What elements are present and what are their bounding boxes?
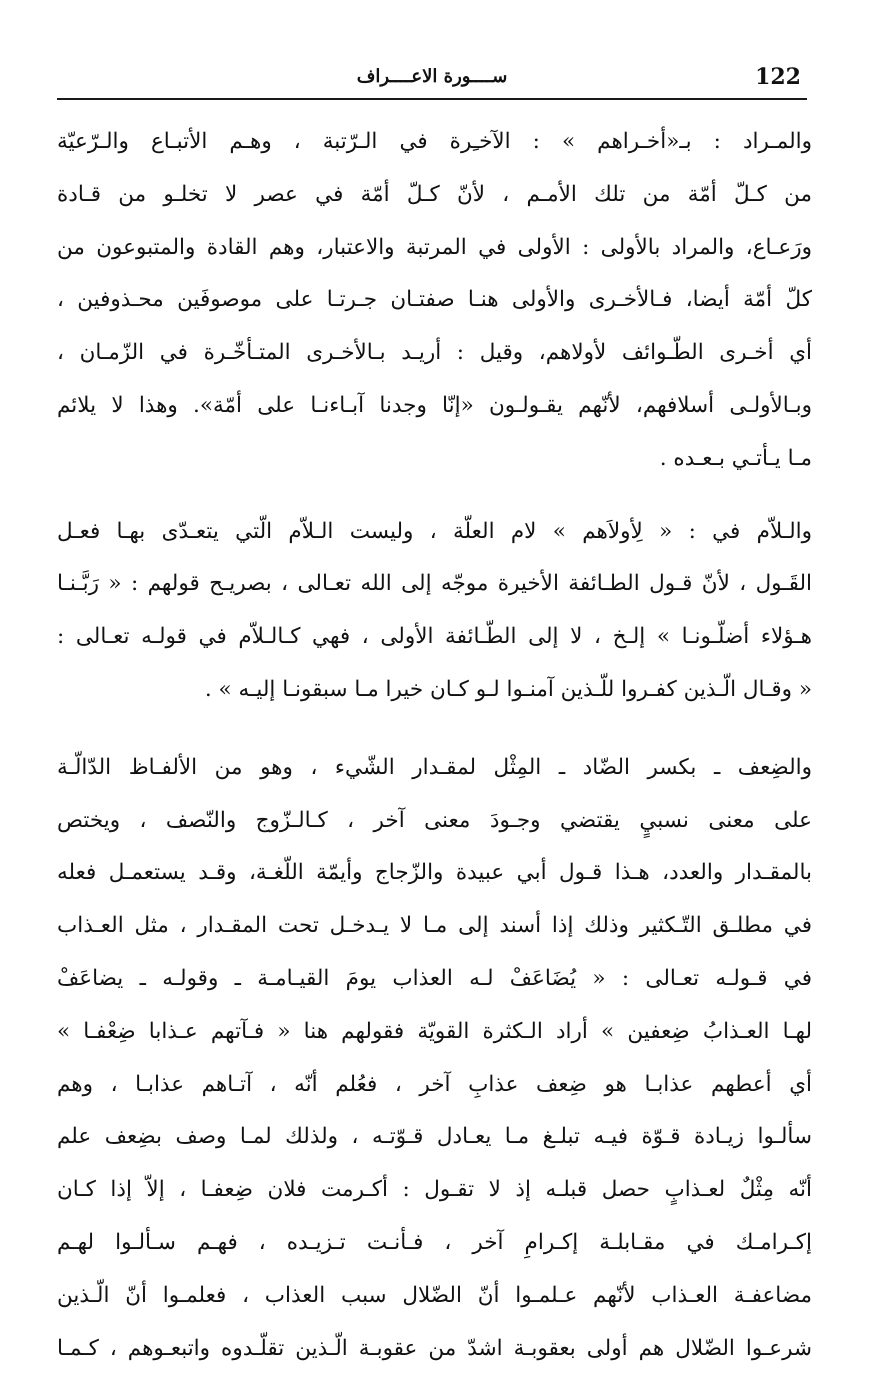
paragraph-gap: [57, 717, 812, 742]
text-line: من كـلّ أمّة من تلك الأمـم ، لأنّ كـلّ أمّة في عصر لا تخلـو من قـادة: [57, 181, 812, 207]
page-header: [57, 60, 807, 100]
page-number: 122: [755, 64, 801, 90]
text-line: القَـول ، لأنّ قـول الطـائفة الأخيرة موجّه إلى الله تعـالى ، بصريـح قولهم : « رَبَّـنـا: [57, 571, 812, 597]
text-line: سألـوا زيـادة قـوّة فيـه تبلـغ مـا يعـادل قـوّتـه ، ولذلك لمـا وصف بضِعف علم: [57, 1124, 812, 1150]
text-line: والـلاّم في : « لِأولاَهم » لام العلّة ، وليست الـلاّم الّتي يتعـدّى بهـا فعـل: [57, 518, 812, 544]
text-line: ورَعـاع، والمراد بالأولى : الأولى في المرتبة والاعتبار، وهم القادة والمتبوعون من: [57, 234, 812, 260]
text-line: كلّ أمّة أيضا، فـالأخـرى والأولى هنـا صفتـان جـرتـا على موصوفَين محـذوفين ،: [57, 287, 812, 313]
text-line: « وقـال الّـذين كفـروا للّـذين آمنـوا لـو كـان خيرا مـا سبقونـا إليـه » .: [204, 676, 812, 702]
text-line: أي أعطهم عذابـا هو ضِعف عذابِ آخر ، فعُلم أنّه ، آتـاهم عذابـا ، وهم: [57, 1071, 812, 1097]
body-text: [57, 116, 812, 1375]
paragraph-3: [57, 742, 812, 1375]
paragraph-gap: [57, 486, 812, 506]
text-line: بالمقـدار والعدد، هـذا قـول أبي عبيدة والزّجاج وأيمّة اللّغـة، وقـد يستعمـل فعله: [57, 860, 812, 886]
text-line: هـؤلاء أضلّـونـا » إلـخ ، لا إلى الطّـائفة الأولى ، فهي كـالـلاّم في قولـه تعـالى :: [57, 624, 812, 650]
text-line: وبـالأولـى أسلافهم، لأنّهم يقـولـون «إنّا وجدنا آبـاءنـا على أمّة». وهذا لا يلائم: [57, 392, 812, 418]
text-line: مضاعفـة العـذاب لأنّهم عـلمـوا أنّ الضّلال سبب العذاب ، فعلمـوا أنّ الّـذين: [57, 1282, 812, 1308]
text-line: إكـرامـك في مقـابلـة إكـرامِ آخر ، فـأنـت تـزيـده ، فهـم سـألـوا لهـم: [57, 1229, 812, 1255]
text-line: مـا يـأتـي بـعـده .: [659, 445, 812, 471]
text-line: شرعـوا الضّلال هم أولى بعقوبـة اشدّ من عقوبـة الّـذين تقلّـدوه واتبعـوهم ، كـمـا: [57, 1335, 812, 1361]
text-line: والضِعف ـ بكسر الضّاد ـ المِثْل لمقـدار الشّيء ، وهو من الألفـاظ الدّالّـة: [57, 754, 812, 780]
text-line: أنّه مِثْلٌ لعـذابٍ حصل قبلـه إذ لا تقـول : أكـرمت فلان ضِعفـا ، إلاّ إذا كـان: [57, 1177, 812, 1203]
surah-title: ســــورة الاعــــراف: [356, 66, 508, 87]
text-line: والمـراد : بـ«أخـراهم » : الآخـِرة في الـرّتبة ، وهـم الأتبـاع والـرّعيّة: [57, 129, 812, 154]
paragraph-2: [57, 506, 812, 717]
text-line: على معنى نسبيٍ يقتضي وجـودَ معنى آخر ، كـالـزّوج والنّصف ، ويختص: [57, 807, 812, 833]
text-line: لهـا العـذابُ ضِعفين » أراد الـكثرة القويّة فقولهم هنا « فـآتهم عـذابا ضِعْفـا »: [57, 1018, 812, 1044]
text-line: في قـولـه تعـالى : « يُضَاعَفْ لـه العذاب يومَ القيـامـة ـ وقولـه ـ يضاعَفْ: [57, 965, 812, 991]
text-line: في مطلـق التّـكثير وذلك إذا أسند إلى مـا لا يـدخـل تحت المقـدار ، مثل العـذاب: [57, 913, 812, 939]
text-line: أي أخـرى الطّـوائف لأولاهم، وقيل : أريـد بـالأخـرى المتـأخّـرة في الزّمـان ،: [57, 340, 812, 366]
paragraph-1: [57, 116, 812, 486]
